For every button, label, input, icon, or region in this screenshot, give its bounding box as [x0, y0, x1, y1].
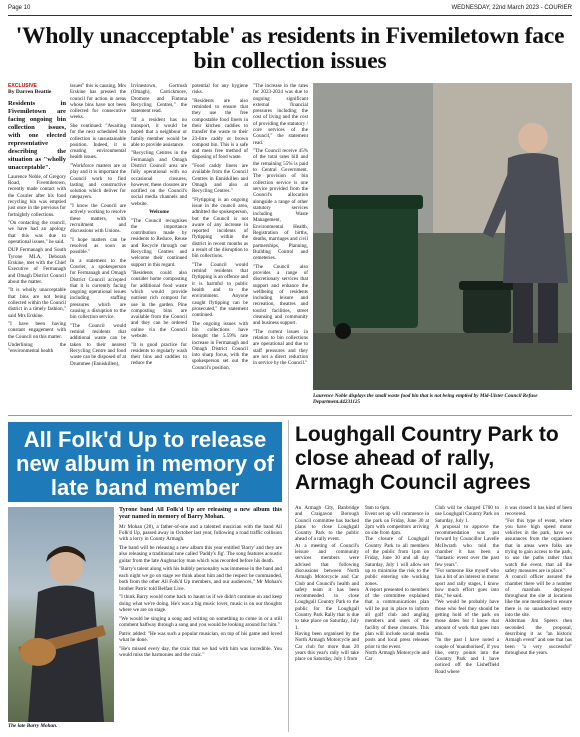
- paragraph: "The increase in the rates for 2023-2024 was due to ongoing significant external financial pressures including the cost of living and the cost of providing the statutory / core services of the Council," the statement read.: [253, 83, 308, 146]
- paragraph: DUP Fermanagh and South Tyrone MLA, Deborah Erskine, met with the Chief Executive of Fermanagh and Omagh District Council about the matter.: [8, 247, 66, 285]
- article-lead: Residents in Fivemiletown are facing ongoing bin collection issues, with one elected representative describing the situation as "wholly unacceptable".: [8, 99, 66, 171]
- paragraph: "He's missed every day, the craic that we had with him was incredible. You would miss the harmonies and the craic.": [119, 645, 282, 659]
- paragraph: "Residents could also consider home composting for additional food waste which would provide nutrient rich compost for use in the garden. Pine composting bins are available from the Council and they can be ordered online via the Council website.: [131, 270, 187, 340]
- paragraph: The ongoing issues with bin collections have brought the 5.59% rate increase in Fermanagh and Omagh District Council into sharp focus, with the spokesperson set out the Council's position.: [192, 320, 248, 371]
- paragraph: Underlining the "environmental health: [8, 342, 66, 355]
- issue-date: WEDNESDAY, 22nd March 2023 - COURIER: [451, 5, 572, 11]
- paragraph: Mr Mohan (28), a father-of-one and a talented musician with the band All Folk'd Up, passed away in October last year, following a road traffic collision with a lorry in County Armagh.: [119, 523, 282, 543]
- photo-caption: Laurence Noble displays the small waste food bin that is not being emptied by Mid-Ulster Council Refuse Department.d4231125: [313, 393, 538, 406]
- paragraph: "The Council also provides a range of discretionary services that support and enhance the wellbeing of residents including leisure and recreation, theatres and tourist facilities, street cleansing and community and business support.: [253, 263, 308, 327]
- right-story-column-4: it was closed it has kind of been recovered. "For this type of event, where you have high speed motor vehicles in the park, have we assurances from the organisers that in areas were folks are trying to gain access to the park, to use the paths rather than watch the event, that all the safety measures are in place." A council officer assured the chamber there will be a number of marshals deployed throughout the site at locations like the one mentioned to ensure there is no unauthorised entry into the site. Alderman Jim Speers then seconded the proposal, describing it as "an historic Armagh event" and one that has been "a very successful" throughout the years.: [505, 505, 572, 656]
- page-number: Page 10: [8, 5, 31, 11]
- section-divider: [8, 415, 572, 416]
- paragraph: "On contacting the council, we have had an apology that this was due to operational issues," he said.: [8, 220, 66, 245]
- exclusive-label: EXCLUSIVE: [8, 83, 37, 89]
- subheading: Welcome: [149, 209, 169, 216]
- paragraph: "Food caddy liners are available from the Council Centres in Enniskillen and Omagh and also at Recycling Centres.": [192, 162, 248, 195]
- right-story-headline: Loughgall Country Park to close ahead of rally, Armagh Council agrees: [295, 423, 559, 494]
- paragraph: "I have been having constant engagement with the Council on this matter.: [8, 321, 66, 340]
- paragraph: Patric added: "He was such a popular musician, on top of his game and loved what he done.: [119, 630, 282, 644]
- left-story-body: [119, 507, 282, 732]
- paragraph: "The Council recognises the importance contribution made by residents to Reduce, Reuse and Recycle through our Recycling Centres and welcome their continued support in this regard.: [131, 217, 187, 268]
- paragraph: "Flytipping is an ongoing issue in the council area, admitted the spokesperson, but the Council is not aware of any increase in reported incidents of flytipping within the district in recent months as a result of the disruption to bin collections.: [192, 196, 248, 260]
- column-divider: [288, 420, 289, 732]
- paragraph: "It is good practice for residents to regularly wash their bins and caddies to reduce the: [131, 341, 187, 367]
- paragraph: "The Council receive 45% of the total rates bill and the remaining 55% is paid to Central Government. The provision of bin collection service is one service provided from the Council's allocation alongside a range of other statutory services including Waste Management, Environmental Health, Registration of births, deaths, marriages and civil partnerships, Planning, Building Control and cemeteries.: [253, 148, 308, 262]
- paragraph: potential for any hygiene risks.: [192, 83, 248, 96]
- musician-caption: The late Barry Mohan.: [8, 723, 58, 729]
- paragraph: "I think Barry would come back to haunt us if we didn't continue on and keep doing what we're doing. He's was a big music lover, music is on our thoughts where we are on stage.: [119, 594, 282, 614]
- bin-photo-illustration: [313, 83, 572, 390]
- paragraph: "It is wholly unacceptable that bins are not being collected within the Council district in a timely fashion," said Mrs Erskine.: [8, 287, 66, 319]
- left-story-lead: Tyrone band All Folk'd Up are releasing a new album this year named in memory of Barry Mohan.: [119, 507, 282, 521]
- article-column-4: [192, 83, 248, 413]
- main-headline: 'Wholly unacceptable' as residents in Fivemiletown face bin collection issues: [15, 23, 565, 74]
- article-column-2: [70, 83, 126, 413]
- paragraph: "Barry's talent along with his bubbly personality was immense in the band and each night we go on stage we think about him and the respect he commanded, both from the other All Folk'd Up members, and our audiences," Mr Mohan's brother Patric told Belfast Live.: [119, 566, 282, 592]
- paragraph: "Workforce matters are at play and it is important the Council work to find lasting and constructive solution which deliver for ratepayers.: [70, 162, 126, 201]
- article-column-5: [253, 83, 308, 413]
- paragraph: "We would be singing a song and writing on something to come in or a still comment halfway through a song and you would be looking around for him.": [119, 615, 282, 629]
- article-column-1: [8, 83, 66, 413]
- byline: By Darren Beattie: [8, 89, 52, 96]
- paragraph: "The Council would remind residents that flytipping is an offence and it is harmful to public health and to the environment. Anyone caught flytipping can be prosecuted," the statement continued.: [192, 261, 248, 319]
- paragraph: issues" this is causing, Mrs Erskine has pressed the council for action in areas whose bins have not been collected for consecutive weeks.: [70, 83, 126, 121]
- paragraph: "I hope matters can be resolved as soon as possible.": [70, 236, 126, 256]
- story-banner-headline: All Folk'd Up to release new album in memory of late band member: [8, 422, 282, 502]
- bin-photo: [313, 83, 572, 390]
- page-header: [8, 5, 572, 16]
- right-story-column-2: 9am to 6pm. Event set up will commence in the park on Friday, June 30 at 2pm with competitors arriving on site from 4pm. The closure of Loughgall Country Park to all members of the public from 1pm on Friday, June 30 and all day Saturday, July 1 will allow set up to minimise the risk to the public entering site working zones. A report presented to members of the committee explained that a communications plan will be put in place to inform all golf club and angling members and users of the facility of these closures. This plan will include social media posts and local press releases prior to the event. North Armagh Motorcycle and Car: [365, 505, 429, 663]
- musician-photo: [8, 507, 114, 722]
- paragraph: The band will be releasing a new album this year entitled 'Barry' and they are also releasing a traditional tune called 'Paddy's Jig'. The song features acoustic guitar from the late Aughnacloy man which was recorded before his death.: [119, 545, 282, 564]
- article-column-3: [131, 83, 187, 413]
- paragraph: "The current issues in relation to bin collections are operational and due to staff pressures and they are not a direct reduction in service by the Council.": [253, 328, 308, 367]
- paragraph: "The Council would remind residents that additional waste can be taken to their nearest Recycling Centre and food waste can be disposed of at Drummee (Enniskillen),: [70, 322, 126, 367]
- paragraph: Laurence Noble, of Gregory Road, Fivemiletown, recently made contact with the Courier after his food recycling bin was emptied just once in the previous for fortnightly collections.: [8, 173, 66, 218]
- paragraph: "I know the Council are actively working to resolve these matters, with recruitment and discussions with Unions.: [70, 202, 126, 235]
- musician-illustration: [8, 507, 114, 722]
- paragraph: In a statement to the Courier, a spokesperson for Fermanagh and Omagh District Council accepted that it is currently facing ongoing operational issues including staffing pressures which are causing a disruption to the bin collection service.: [70, 257, 126, 321]
- paragraph: "If a resident has no transport, it would be hoped that a neighbour or family member would be able to provide assistance.: [131, 116, 187, 148]
- right-story-column-1: An Armagh City, Banbridge and Craigavon Borough Council committee has backed plans to close Loughgall Country Park to the public ahead of a rally event. At a meeting of Council's leisure and community services members were advised that following discussions between North Armagh Motorcycle and Car Club and Council's health and safety team it has been recommended to close Loughgall Country Park to the public for the Loughgall Country Park Rally that is due to take place on Saturday, July 1. Having been organised by the North Armagh Motorcycle and Car club for more than 20 years this year's rally will take place on Saturday, July 1 from: [295, 505, 359, 663]
- paragraph: "Residents are also reminded to ensure that they use the free compostable food liners in their kitchen caddies to transfer the waste to their 23-litre caddy or brown compost bin. This is a safe and mess free method of disposing of food waste.: [192, 97, 248, 161]
- right-story-column-3: Club will be charged £700 to use Loughgall Country Park on Saturday, July 1. A proposal to approve the recommendation was put forward by Councillor Lavelle McIlwrath who told the chamber it has been a "fantastic event over the past few years". "For someone like myself who has a bit of an interest in motor sport and rally stages, I know how much effort goes into this," he said. "We would be probably have those who feel they should be getting hold of the park on those dates but I know that amount of work that goes into this. "In the past I have noted a couple of 'unauthorised', if you like, entry points into the Country Park and I have noticed off the Lisheffield Road where: [435, 505, 499, 675]
- paragraph: "Recycling Centres in the Fermanagh and Omagh District Council area are fully operational with no occasional closures, however, these closures are notified on the Council's social media channels and website.: [131, 150, 187, 207]
- paragraph: Irvinestown, Gortrush (Omagh), Carrickmore, Dromore and Fintona Recycling Centres," the statement read.: [131, 83, 187, 115]
- paragraph: She continued: "Awaiting for the next scheduled bin collection is unsustainable position. Indeed, it is creating environmental health issues.: [70, 122, 126, 161]
